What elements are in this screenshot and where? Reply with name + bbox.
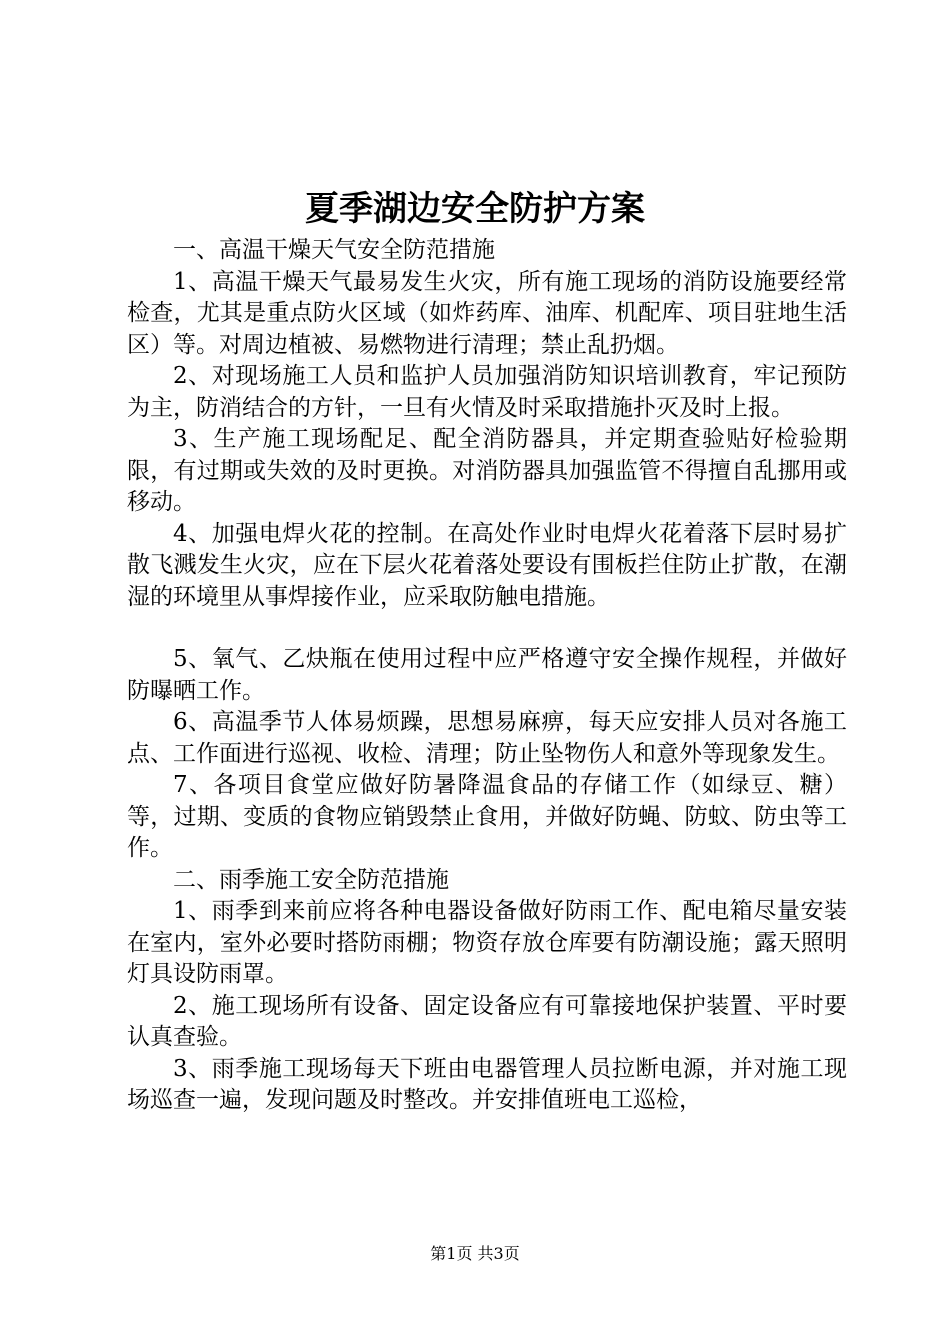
page-footer: 第1页 共3页 <box>430 1244 520 1263</box>
paragraph-item-7: 7、各项目食堂应做好防暑降温食品的存储工作（如绿豆、糖）等，过期、变质的食物应销毁禁止食用，并做好防蝇、防蚊、防虫等工作。 <box>127 772 847 861</box>
paragraph-item-2: 2、对现场施工人员和监护人员加强消防知识培训教育，牢记预防为主，防消结合的方针，一旦有火情及时采取措施扑灭及时上报。 <box>127 363 847 421</box>
paragraph-item-3: 3、生产施工现场配足、配全消防器具，并定期查验贴好检验期限，有过期或失效的及时更换。对消防器具加强监管不得擅自乱挪用或移动。 <box>127 426 847 515</box>
paragraph-rain-item-1: 1、雨季到来前应将各种电器设备做好防雨工作、配电箱尽量安装在室内，室外必要时搭防雨棚；物资存放仓库要有防潮设施；露天照明灯具设防雨罩。 <box>127 898 847 987</box>
paragraph-item-4: 4、加强电焊火花的控制。在高处作业时电焊火花着落下层时易扩散飞溅发生火灾，应在下层火花着落处要设有围板拦住防止扩散，在潮湿的环境里从事焊接作业，应采取防触电措施。 <box>127 520 847 610</box>
paragraph-item-6: 6、高温季节人体易烦躁，思想易麻痹，每天应安排人员对各施工点、工作面进行巡视、收检、清理；防止坠物伤人和意外等现象发生。 <box>127 709 847 767</box>
document-title: 夏季湖边安全防护方案 <box>305 189 645 229</box>
document-body <box>127 235 847 1117</box>
paragraph-item-1: 1、高温干燥天气最易发生火灾，所有施工现场的消防设施要经常检查，尤其是重点防火区域（如炸药库、油库、机配库、项目驻地生活区）等。对周边植被、易燃物进行清理；禁止乱扔烟。 <box>127 268 847 358</box>
paragraph-item-5: 5、氧气、乙炔瓶在使用过程中应严格遵守安全操作规程，并做好防曝晒工作。 <box>127 646 847 704</box>
section-heading-high-temperature: 一、高温干燥天气安全防范措施 <box>173 237 495 263</box>
paragraph-rain-item-2: 2、施工现场所有设备、固定设备应有可靠接地保护装置、平时要认真查验。 <box>127 992 847 1050</box>
paragraph-rain-item-3: 3、雨季施工现场每天下班由电器管理人员拉断电源，并对施工现场巡查一遍，发现问题及时整改。并安排值班电工巡检， <box>127 1055 847 1113</box>
section-heading-rainy-season: 二、雨季施工安全防范措施 <box>173 866 449 893</box>
